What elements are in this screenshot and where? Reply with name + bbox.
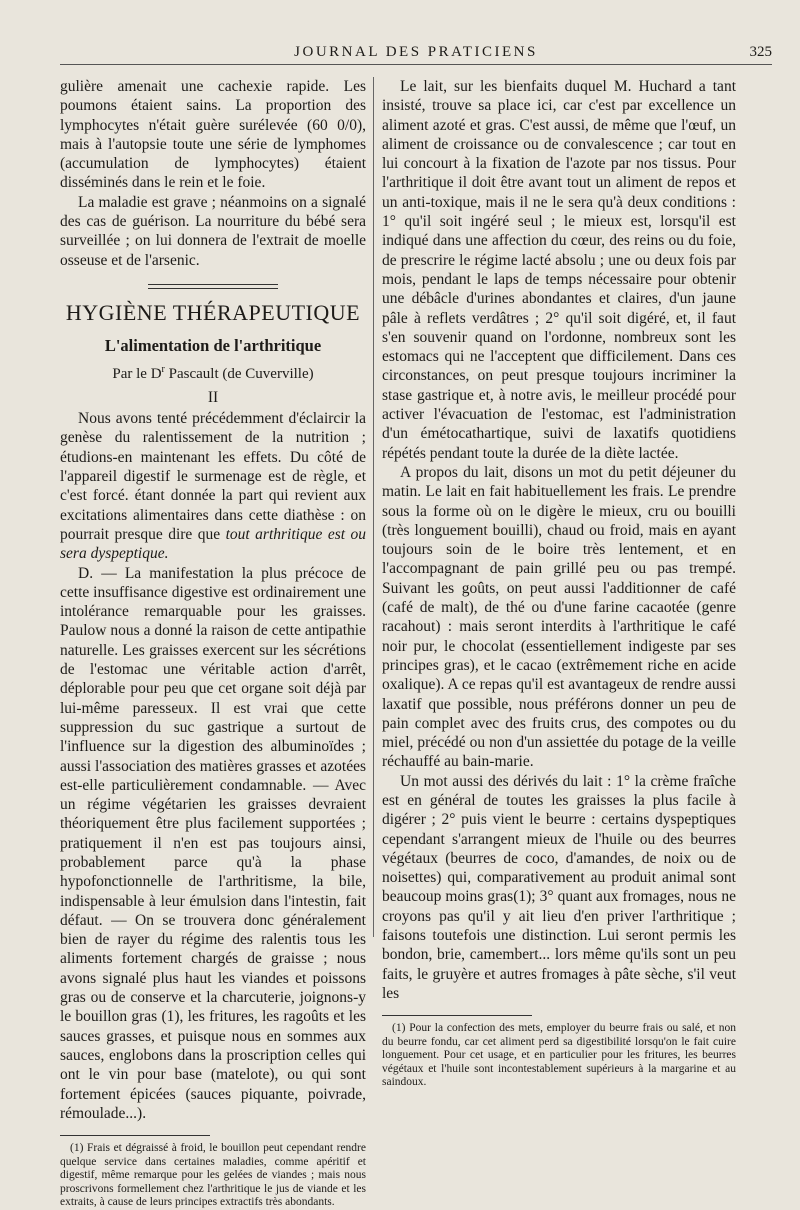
paragraph: gulière amenait une cachexie rapide. Les poumons étaient sains. La proportion des lymphocytes n'était guère surélevée (60 0/0), mais à l'autopsie toute une série de lymphomes (accumulation de lymphocytes) étaient disséminés dans le rein et le foie. (60, 78, 366, 192)
paragraph-text: Un mot aussi des dérivés du lait : 1° la crème fraîche est en général de toutes les graisses la plus facile à digérer ; 2° puis vient le beurre : certains dyspeptiques cependant s'arrangent mieux de l'huile ou des beurres végétaux (beurres de coco, d'amandes, de noix ou de noisettes) qui, comparativement au produit animal sont beaucoup moins gras (382, 772, 736, 906)
byline-superscript: r (161, 363, 165, 375)
paragraph (60, 409, 366, 563)
left-column (60, 77, 366, 1210)
part-number: II (207, 388, 219, 406)
page-number: 325 (749, 44, 772, 60)
footnote (382, 1022, 736, 1090)
footnote-divider (382, 1015, 532, 1016)
footnote-text: Pour la confection des mets, employer du beurre frais ou salé, et non du beurre fondu, car cet aliment perd sa digestibilité lorsqu'on le fait cuire longuement. Pour cet usage, et en particulier pour les fritures, les beurres végétaux et l'huile sont incontestablement supérieurs à la margarine et au saindoux. (382, 1022, 736, 1089)
footnote-ref: (1) (513, 888, 532, 906)
paragraph-text: , les fritures, les ragoûts et les sauces grasses, et puisque nous en sommes aux sauces, englobons dans la proscription celles qui ont le vin pour base (matelote), ou qui sont fortement épicées (sauces piquante, poivrade, rémoulade...). (60, 1008, 366, 1122)
paragraph-text: ; 3° quant aux fromages, nous ne croyons pas qu'il y ait lieu d'en priver l'arthritique ; faisons toutefois une distinction. Lui seront permis les bondon, brie, camembert... lors même qu'ils sont un peu faits, le gruyère et autres fromages à pâte sèche, s'il veut les (382, 888, 737, 1002)
paragraph: A propos du lait, disons un mot du petit déjeuner du matin. Le lait en fait habituellement les frais. Le prendre sous la forme où on le digère le mieux, cru ou bouilli (très longuement bouilli), chaud ou froid, mais en ayant toujours soin de le boire très lentement, et en l'accompagnant de pain grillé peu ou pas trempé. Suivant les goûts, on peut aussi l'additionner de café (café de malt), de thé ou d'une farine cacaotée (genre racahout) : mais seront interdits à l'arthritique le café noir pur, le chocolat (essentiellement indigeste par ses principes gras), et le cacao (extrêmement riche en acide oxalique). A ce repas qu'il est avantageux de rendre aussi laxatif que possible, nous préférons donner un peu de pain complet avec des fruits crus, des compotes ou du miel, précédé ou non d'un assiettée du potage de la veille réchauffé au bain-marie. (382, 463, 736, 771)
paragraph (382, 772, 736, 1004)
footnote-number: (1) (392, 1022, 406, 1035)
paragraph-text: Nous avons tenté précédemment d'éclaircir la genèse du ralentissement de la nutrition ; étudions-en maintenant les effets. Du côté de l'appareil digestif le surmenage est de règle, et c'est forcé. étant donnée la part qui revient aux excitations alimentaires dans cette diathèse : on pourrait presque dire que (60, 410, 366, 543)
running-header (60, 44, 772, 65)
italic-text: tout arthritique est ou sera dyspeptique. (60, 525, 367, 563)
paragraph-text: D. — La manifestation la plus précoce de cette insuffisance digestive est ordinairement une intolérance remarquable pour les graisses. Paulow nous a donné la raison de cette antipathie naturelle. Les graisses exercent sur les sécrétions de l'estomac une véritable action d'arrêt, déplorable pour peu que cet organe soit déjà par lui-même paresseux. Il est vrai que cette suppression du suc gastrique a surtout de l'influence sur la digestion des albuminoïdes ; aussi l'association des matières grasses et azotées est-elle particulièrement condamnable. — Avec un régime végétarien les graisses devraient théoriquement être plus facilement supportées ; pratiquement il n'en est pas toujours ainsi, probablement parce qu'à la phase hypofonctionnelle de l'arthritisme, la bile, indispensable à leur émulsion dans l'intestin, fait défaut. — On se trouvera donc généralement bien de rayer du régime des ralentis tous les aliments fortement chargés de graisse ; nous avons signalé plus haut les viandes et poissons gras ou de conserve et la charcuterie, joignons-y le bouillon gras (60, 564, 366, 1026)
byline (60, 360, 366, 384)
footnote (60, 1142, 366, 1210)
footnote-number: (1) (70, 1142, 84, 1155)
footnote-divider (60, 1135, 210, 1136)
section-title: HYGIÈNE THÉRAPEUTIQUE (65, 299, 361, 325)
footnote-ref: (1) (161, 1008, 180, 1026)
byline-author: Pascault (de Cuverville) (164, 365, 314, 382)
paragraph (60, 564, 366, 1124)
byline-prefix: Par le D (112, 365, 162, 382)
section-divider (148, 284, 278, 289)
right-column (382, 77, 736, 1090)
running-title: JOURNAL DES PRATICIENS (294, 44, 538, 60)
footnote-text: Frais et dégraissé à froid, le bouillon peut cependant rendre quelque service dans certaines maladies, comme apéritif et digestif, même remarque pour les gelées de viandes ; mais nous proscrivons formellement chez l'arthritique le jus de viande et les extraits, à cause de leurs principes extractifs très abondants. (60, 1142, 366, 1209)
paragraph: La maladie est grave ; néanmoins on a signalé des cas de guérison. La nourriture du bébé sera surveillée ; on lui donnera de l'extrait de moelle osseuse et de l'arsenic. (60, 193, 366, 269)
paragraph: Le lait, sur les bienfaits duquel M. Huchard a tant insisté, trouve sa place ici, car c'est par excellence un aliment azoté et gras. C'est aussi, de même que l'œuf, un aliment de croissance ou de convalescence ; car tout en lui concourt à la fixation de l'azote par nos tissus. Pour l'arthritique il doit être avant tout un aliment de repos et un anti-toxique, mais il ne le sera qu'à deux conditions : 1° qu'il soit ingéré seul ; le mieux est, lorsqu'il est indiqué dans une affection du cœur, des reins ou du foie, de prescrire le régime lacté absolu ; une ou deux fois par mois, pendant le laps de temps nécessaire pour obtenir une débâcle d'urines abondantes et claires, d'un jaune pâle à reflets verdâtres ; 2° qu'il soit digéré, et, il faut s'en souvenir quand on l'ordonne, nombreux sont les estomacs qui ne l'acceptent que difficilement. Dans ces circonstances, on peut presque toujours incriminer la stase gastrique et, à notre avis, le meilleur procédé pour activer l'évacuation de l'estomac, est l'administration d'un émétocathartique, suivi de laxatifs quotidiens répétés pendant toute la durée de la diète lactée. (382, 78, 736, 462)
column-divider (373, 77, 374, 937)
article-title: L'alimentation de l'arthritique (104, 336, 322, 356)
